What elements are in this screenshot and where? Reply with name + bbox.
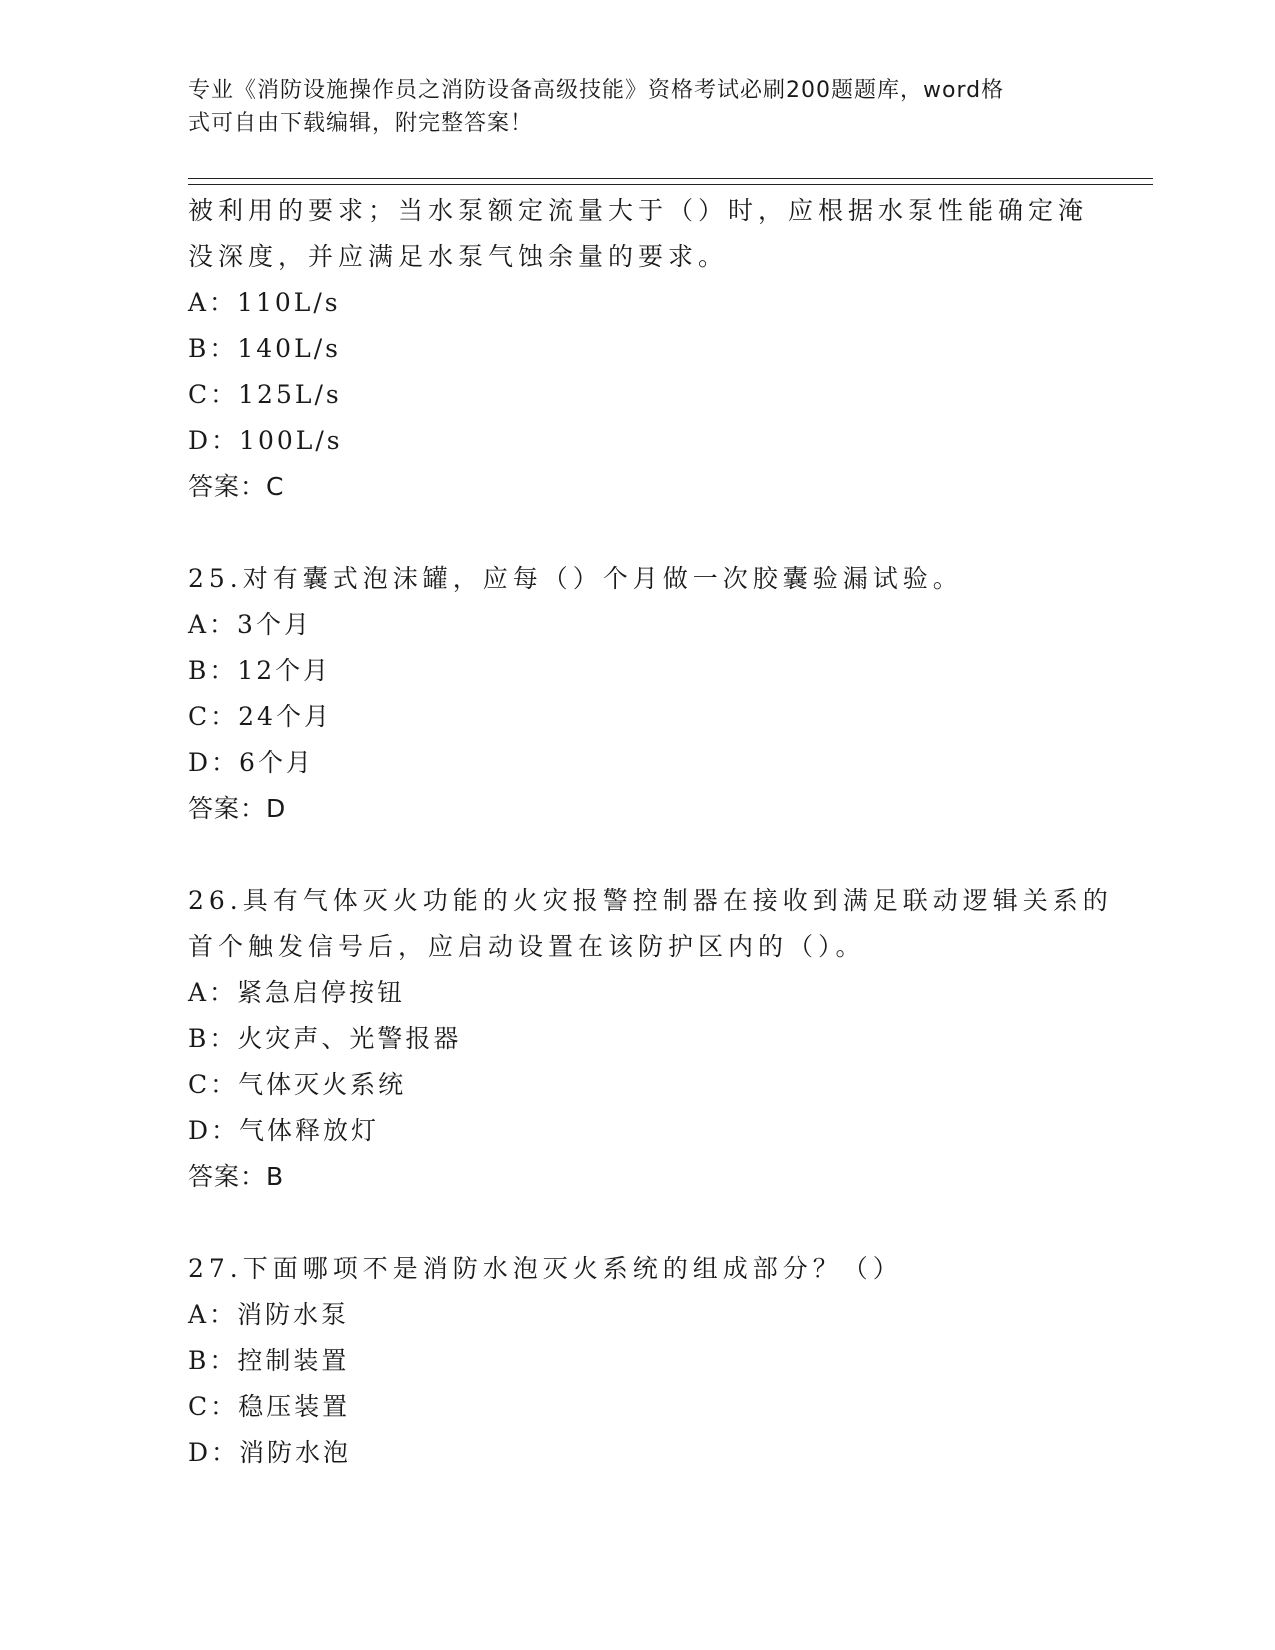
option-a: A：紧急启停按钮 bbox=[188, 978, 406, 1007]
option-c: C：气体灭火系统 bbox=[188, 1070, 407, 1099]
question-list bbox=[188, 188, 1113, 1476]
question-text: 首个触发信号后，应启动设置在该防护区内的（）。 bbox=[188, 932, 866, 961]
option-c: C：稳压装置 bbox=[188, 1392, 351, 1421]
option-d: D：100L/s bbox=[188, 426, 343, 455]
question-25 bbox=[188, 556, 1088, 832]
document-header bbox=[188, 74, 1068, 140]
option-a: A：110L/s bbox=[188, 288, 341, 317]
question-text: 被利用的要求；当水泵额定流量大于（）时，应根据水泵性能确定淹 bbox=[188, 196, 1089, 225]
header-divider-top bbox=[188, 178, 1153, 179]
answer-line: 答案：C bbox=[188, 472, 285, 501]
question-27 bbox=[188, 1246, 1088, 1476]
header-line-1: 专业《消防设施操作员之消防设备高级技能》资格考试必刷200题题库，word格 bbox=[188, 78, 1005, 103]
question-24 bbox=[188, 188, 1088, 510]
option-b: B：火灾声、光警报器 bbox=[188, 1024, 462, 1053]
answer-line: 答案：D bbox=[188, 794, 287, 823]
spacer bbox=[188, 1200, 1088, 1246]
spacer bbox=[188, 510, 1088, 556]
option-d: D：6个月 bbox=[188, 748, 314, 777]
question-text: 27.下面哪项不是消防水泡灭火系统的组成部分？（） bbox=[188, 1254, 903, 1283]
answer-line: 答案：B bbox=[188, 1162, 285, 1191]
option-c: C：24个月 bbox=[188, 702, 332, 731]
question-text: 26.具有气体灭火功能的火灾报警控制器在接收到满足联动逻辑关系的 bbox=[188, 886, 1113, 915]
header-line-2: 式可自由下载编辑，附完整答案！ bbox=[188, 111, 534, 136]
option-a: A：3个月 bbox=[188, 610, 312, 639]
option-b: B：12个月 bbox=[188, 656, 332, 685]
question-26 bbox=[188, 878, 1113, 1200]
option-a: A：消防水泵 bbox=[188, 1300, 350, 1329]
question-text: 25.对有囊式泡沫罐，应每（）个月做一次胶囊验漏试验。 bbox=[188, 564, 963, 593]
option-d: D：消防水泡 bbox=[188, 1438, 352, 1467]
option-b: B：140L/s bbox=[188, 334, 341, 363]
option-b: B：控制装置 bbox=[188, 1346, 350, 1375]
option-d: D：气体释放灯 bbox=[188, 1116, 380, 1145]
option-c: C：125L/s bbox=[188, 380, 342, 409]
spacer bbox=[188, 832, 1088, 878]
header-divider-bottom bbox=[188, 184, 1153, 185]
question-text: 没深度，并应满足水泵气蚀余量的要求。 bbox=[188, 242, 729, 271]
